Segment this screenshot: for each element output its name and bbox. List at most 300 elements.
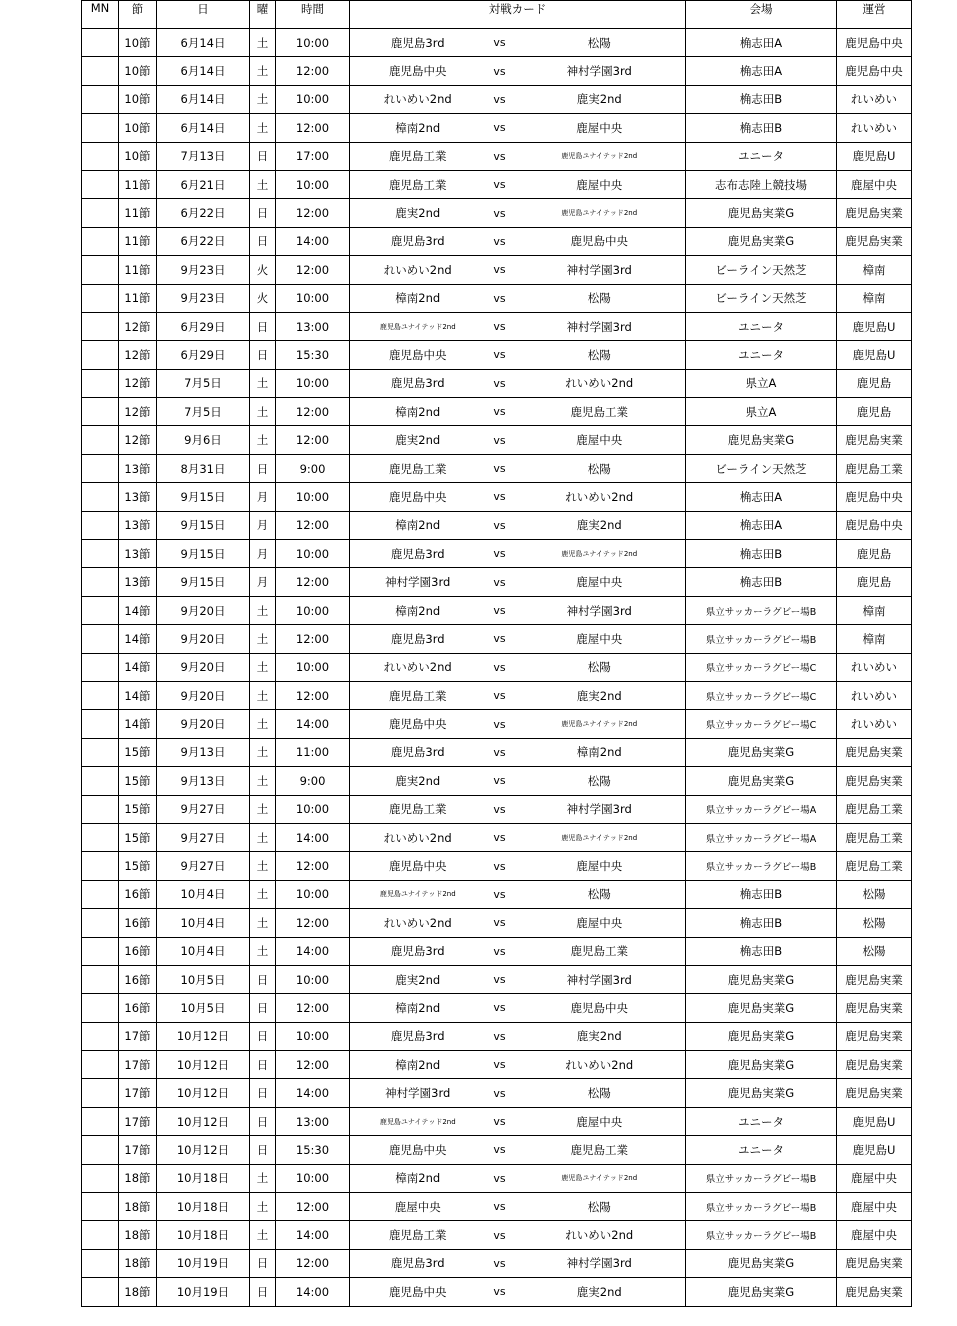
cell-venue: ユニータ [686, 1136, 837, 1164]
cell-date: 9月23日 [157, 284, 250, 312]
cell-mn [82, 312, 119, 340]
cell-vs: vs [486, 312, 514, 340]
cell-operator: れいめい [837, 85, 912, 113]
cell-round: 14節 [119, 625, 157, 653]
cell-away-team: 鹿児島ユナイテッド2nd [514, 710, 686, 738]
cell-away-team: 松陽 [514, 454, 686, 482]
cell-home-team: 鹿児島ユナイテッド2nd [350, 312, 486, 340]
table-row [82, 454, 912, 482]
cell-operator: 鹿児島 [837, 369, 912, 397]
cell-away-team: 鹿児島工業 [514, 398, 686, 426]
cell-vs: vs [486, 738, 514, 766]
cell-round: 15節 [119, 823, 157, 851]
cell-operator: れいめい [837, 114, 912, 142]
table-row [82, 341, 912, 369]
cell-home-team: 鹿児島3rd [350, 1022, 486, 1050]
cell-round: 16節 [119, 937, 157, 965]
cell-away-team: 鹿屋中央 [514, 114, 686, 142]
cell-venue: 鹿児島実業G [686, 1051, 837, 1079]
header-weekday: 曜 [250, 1, 276, 29]
cell-mn [82, 994, 119, 1022]
cell-away-team: 鹿実2nd [514, 681, 686, 709]
cell-weekday: 日 [250, 1022, 276, 1050]
cell-away-team: 松陽 [514, 653, 686, 681]
cell-date: 10月18日 [157, 1193, 250, 1221]
cell-vs: vs [486, 426, 514, 454]
cell-operator: 鹿児島工業 [837, 454, 912, 482]
cell-weekday: 火 [250, 284, 276, 312]
cell-away-team: 鹿児島工業 [514, 937, 686, 965]
cell-venue: 桷志田A [686, 29, 837, 57]
cell-operator: 鹿児島工業 [837, 852, 912, 880]
cell-mn [82, 398, 119, 426]
cell-round: 11節 [119, 170, 157, 198]
cell-mn [82, 625, 119, 653]
cell-venue: 県立サッカーラグビー場B [686, 1193, 837, 1221]
cell-mn [82, 57, 119, 85]
cell-away-team: 神村学園3rd [514, 256, 686, 284]
cell-vs: vs [486, 199, 514, 227]
cell-time: 14:00 [276, 1221, 350, 1249]
cell-date: 6月14日 [157, 85, 250, 113]
cell-vs: vs [486, 57, 514, 85]
cell-venue: 県立サッカーラグビー場C [686, 653, 837, 681]
cell-round: 17節 [119, 1136, 157, 1164]
cell-mn [82, 909, 119, 937]
table-row [82, 880, 912, 908]
cell-venue: 鹿児島実業G [686, 767, 837, 795]
cell-away-team: れいめい2nd [514, 1051, 686, 1079]
cell-venue: 桷志田A [686, 57, 837, 85]
cell-weekday: 土 [250, 852, 276, 880]
cell-away-team: 鹿屋中央 [514, 625, 686, 653]
cell-vs: vs [486, 85, 514, 113]
cell-round: 17節 [119, 1107, 157, 1135]
table-row [82, 653, 912, 681]
cell-home-team: 樟南2nd [350, 511, 486, 539]
cell-time: 11:00 [276, 738, 350, 766]
cell-date: 6月22日 [157, 199, 250, 227]
cell-date: 9月15日 [157, 511, 250, 539]
cell-mn [82, 965, 119, 993]
cell-operator: 鹿児島U [837, 341, 912, 369]
table-row [82, 1022, 912, 1050]
cell-time: 10:00 [276, 965, 350, 993]
cell-venue: 県立サッカーラグビー場B [686, 625, 837, 653]
cell-home-team: 鹿児島工業 [350, 170, 486, 198]
table-row [82, 57, 912, 85]
table-row [82, 681, 912, 709]
cell-time: 17:00 [276, 142, 350, 170]
cell-date: 6月14日 [157, 114, 250, 142]
cell-round: 15節 [119, 852, 157, 880]
cell-vs: vs [486, 29, 514, 57]
table-row [82, 1079, 912, 1107]
cell-mn [82, 1221, 119, 1249]
cell-venue: 桷志田B [686, 540, 837, 568]
cell-venue: 鹿児島実業G [686, 994, 837, 1022]
cell-round: 10節 [119, 142, 157, 170]
cell-round: 13節 [119, 511, 157, 539]
cell-home-team: 鹿児島中央 [350, 483, 486, 511]
cell-mn [82, 1136, 119, 1164]
table-row [82, 1193, 912, 1221]
cell-venue: ユニータ [686, 142, 837, 170]
cell-time: 12:00 [276, 199, 350, 227]
cell-home-team: 鹿児島3rd [350, 29, 486, 57]
cell-operator: 鹿屋中央 [837, 170, 912, 198]
table-row [82, 483, 912, 511]
cell-vs: vs [486, 284, 514, 312]
cell-mn [82, 85, 119, 113]
cell-time: 14:00 [276, 227, 350, 255]
header-venue: 会場 [686, 1, 837, 29]
cell-mn [82, 170, 119, 198]
cell-venue: 鹿児島実業G [686, 199, 837, 227]
cell-venue: 桷志田B [686, 880, 837, 908]
cell-operator: 鹿児島 [837, 568, 912, 596]
cell-away-team: 松陽 [514, 1079, 686, 1107]
table-row [82, 994, 912, 1022]
cell-time: 12:00 [276, 114, 350, 142]
cell-home-team: 鹿児島工業 [350, 142, 486, 170]
table-row [82, 29, 912, 57]
cell-round: 14節 [119, 596, 157, 624]
cell-mn [82, 937, 119, 965]
cell-home-team: 鹿児島3rd [350, 369, 486, 397]
cell-date: 10月19日 [157, 1278, 250, 1306]
cell-home-team: 鹿実2nd [350, 426, 486, 454]
table-row [82, 852, 912, 880]
cell-away-team: 鹿実2nd [514, 85, 686, 113]
table-row [82, 142, 912, 170]
cell-away-team: 神村学園3rd [514, 596, 686, 624]
cell-vs: vs [486, 114, 514, 142]
cell-mn [82, 767, 119, 795]
cell-weekday: 日 [250, 1249, 276, 1277]
cell-home-team: 樟南2nd [350, 1051, 486, 1079]
cell-vs: vs [486, 653, 514, 681]
cell-vs: vs [486, 256, 514, 284]
cell-operator: 鹿児島中央 [837, 29, 912, 57]
cell-operator: れいめい [837, 653, 912, 681]
cell-home-team: 樟南2nd [350, 114, 486, 142]
cell-weekday: 土 [250, 681, 276, 709]
cell-vs: vs [486, 568, 514, 596]
cell-home-team: 鹿児島中央 [350, 57, 486, 85]
cell-home-team: 鹿児島3rd [350, 1249, 486, 1277]
cell-operator: 鹿児島実業 [837, 738, 912, 766]
cell-weekday: 土 [250, 909, 276, 937]
table-row [82, 1278, 912, 1306]
cell-venue: 県立サッカーラグビー場A [686, 823, 837, 851]
cell-time: 13:00 [276, 1107, 350, 1135]
header-mn: MN [82, 1, 119, 29]
cell-round: 18節 [119, 1278, 157, 1306]
table-row [82, 170, 912, 198]
cell-mn [82, 568, 119, 596]
table-row [82, 625, 912, 653]
cell-away-team: 神村学園3rd [514, 795, 686, 823]
cell-venue: 桷志田A [686, 511, 837, 539]
table-row [82, 1107, 912, 1135]
cell-weekday: 土 [250, 398, 276, 426]
cell-mn [82, 880, 119, 908]
table-row [82, 398, 912, 426]
cell-round: 11節 [119, 284, 157, 312]
cell-operator: 鹿屋中央 [837, 1164, 912, 1192]
cell-mn [82, 114, 119, 142]
cell-mn [82, 483, 119, 511]
cell-mn [82, 795, 119, 823]
cell-away-team: 鹿屋中央 [514, 426, 686, 454]
cell-operator: 鹿児島実業 [837, 1249, 912, 1277]
cell-away-team: れいめい2nd [514, 369, 686, 397]
cell-time: 10:00 [276, 170, 350, 198]
cell-time: 15:30 [276, 341, 350, 369]
cell-away-team: 鹿屋中央 [514, 170, 686, 198]
cell-vs: vs [486, 909, 514, 937]
cell-home-team: 樟南2nd [350, 994, 486, 1022]
cell-time: 14:00 [276, 1079, 350, 1107]
cell-operator: 鹿児島実業 [837, 227, 912, 255]
cell-round: 14節 [119, 681, 157, 709]
cell-vs: vs [486, 1164, 514, 1192]
cell-home-team: 鹿実2nd [350, 199, 486, 227]
cell-date: 6月14日 [157, 57, 250, 85]
cell-time: 9:00 [276, 454, 350, 482]
cell-venue: 鹿児島実業G [686, 965, 837, 993]
table-row [82, 1051, 912, 1079]
cell-weekday: 土 [250, 596, 276, 624]
cell-weekday: 月 [250, 568, 276, 596]
cell-weekday: 月 [250, 483, 276, 511]
cell-operator: 鹿児島U [837, 1107, 912, 1135]
cell-vs: vs [486, 142, 514, 170]
cell-weekday: 土 [250, 795, 276, 823]
cell-time: 12:00 [276, 1051, 350, 1079]
cell-date: 9月20日 [157, 625, 250, 653]
cell-venue: 桷志田B [686, 114, 837, 142]
cell-round: 12節 [119, 341, 157, 369]
cell-venue: 桷志田B [686, 937, 837, 965]
cell-mn [82, 341, 119, 369]
cell-date: 9月27日 [157, 852, 250, 880]
cell-home-team: 鹿児島工業 [350, 454, 486, 482]
cell-venue: 県立サッカーラグビー場B [686, 1221, 837, 1249]
table-row [82, 596, 912, 624]
cell-mn [82, 1164, 119, 1192]
cell-venue: 県立サッカーラグビー場B [686, 596, 837, 624]
cell-away-team: 鹿実2nd [514, 1278, 686, 1306]
cell-time: 10:00 [276, 1164, 350, 1192]
cell-venue: 志布志陸上競技場 [686, 170, 837, 198]
cell-date: 9月13日 [157, 767, 250, 795]
cell-time: 14:00 [276, 823, 350, 851]
cell-time: 10:00 [276, 596, 350, 624]
cell-date: 10月4日 [157, 937, 250, 965]
cell-away-team: 鹿屋中央 [514, 1107, 686, 1135]
cell-date: 10月18日 [157, 1164, 250, 1192]
cell-round: 18節 [119, 1193, 157, 1221]
cell-date: 7月13日 [157, 142, 250, 170]
table-row [82, 540, 912, 568]
cell-date: 9月20日 [157, 596, 250, 624]
cell-home-team: 鹿児島中央 [350, 1136, 486, 1164]
cell-home-team: 鹿実2nd [350, 767, 486, 795]
cell-venue: 県立サッカーラグビー場B [686, 852, 837, 880]
cell-mn [82, 1051, 119, 1079]
table-row [82, 1221, 912, 1249]
cell-venue: ユニータ [686, 1107, 837, 1135]
cell-away-team: 鹿屋中央 [514, 852, 686, 880]
cell-weekday: 日 [250, 454, 276, 482]
cell-date: 6月29日 [157, 312, 250, 340]
cell-away-team: 神村学園3rd [514, 312, 686, 340]
cell-time: 14:00 [276, 937, 350, 965]
cell-time: 10:00 [276, 653, 350, 681]
cell-operator: 鹿児島実業 [837, 199, 912, 227]
cell-operator: 鹿児島実業 [837, 1051, 912, 1079]
cell-vs: vs [486, 1278, 514, 1306]
cell-vs: vs [486, 1079, 514, 1107]
cell-time: 12:00 [276, 681, 350, 709]
table-row [82, 511, 912, 539]
cell-away-team: 松陽 [514, 1193, 686, 1221]
cell-round: 15節 [119, 795, 157, 823]
cell-home-team: 樟南2nd [350, 284, 486, 312]
cell-round: 14節 [119, 710, 157, 738]
cell-weekday: 土 [250, 767, 276, 795]
cell-operator: 樟南 [837, 625, 912, 653]
cell-operator: 鹿児島実業 [837, 1079, 912, 1107]
cell-weekday: 月 [250, 540, 276, 568]
cell-date: 9月20日 [157, 710, 250, 738]
table-row [82, 256, 912, 284]
table-row [82, 568, 912, 596]
cell-date: 10月12日 [157, 1022, 250, 1050]
cell-round: 10節 [119, 85, 157, 113]
cell-mn [82, 142, 119, 170]
cell-time: 12:00 [276, 1249, 350, 1277]
cell-vs: vs [486, 1193, 514, 1221]
cell-weekday: 土 [250, 653, 276, 681]
cell-home-team: 鹿児島ユナイテッド2nd [350, 1107, 486, 1135]
cell-home-team: 鹿児島3rd [350, 227, 486, 255]
header-row [82, 1, 912, 29]
cell-time: 10:00 [276, 369, 350, 397]
cell-operator: れいめい [837, 710, 912, 738]
cell-mn [82, 540, 119, 568]
cell-venue: 県立A [686, 369, 837, 397]
cell-date: 10月5日 [157, 994, 250, 1022]
cell-vs: vs [486, 1136, 514, 1164]
cell-vs: vs [486, 767, 514, 795]
cell-operator: 鹿児島実業 [837, 1022, 912, 1050]
cell-home-team: れいめい2nd [350, 85, 486, 113]
cell-vs: vs [486, 369, 514, 397]
cell-away-team: 神村学園3rd [514, 965, 686, 993]
cell-home-team: 鹿児島中央 [350, 852, 486, 880]
cell-away-team: 松陽 [514, 29, 686, 57]
cell-venue: 桷志田B [686, 909, 837, 937]
cell-venue: 県立サッカーラグビー場C [686, 681, 837, 709]
cell-operator: 鹿児島 [837, 398, 912, 426]
cell-vs: vs [486, 341, 514, 369]
cell-vs: vs [486, 625, 514, 653]
cell-round: 12節 [119, 369, 157, 397]
cell-home-team: れいめい2nd [350, 653, 486, 681]
cell-weekday: 日 [250, 341, 276, 369]
cell-round: 10節 [119, 114, 157, 142]
cell-mn [82, 227, 119, 255]
cell-vs: vs [486, 511, 514, 539]
cell-time: 12:00 [276, 852, 350, 880]
cell-operator: 鹿児島中央 [837, 57, 912, 85]
cell-weekday: 日 [250, 1278, 276, 1306]
cell-home-team: れいめい2nd [350, 256, 486, 284]
cell-round: 16節 [119, 965, 157, 993]
table-row [82, 710, 912, 738]
cell-time: 9:00 [276, 767, 350, 795]
cell-round: 11節 [119, 256, 157, 284]
cell-mn [82, 1022, 119, 1050]
cell-mn [82, 681, 119, 709]
cell-time: 10:00 [276, 795, 350, 823]
cell-mn [82, 738, 119, 766]
cell-date: 6月21日 [157, 170, 250, 198]
cell-operator: 鹿児島 [837, 540, 912, 568]
cell-home-team: 鹿児島工業 [350, 795, 486, 823]
cell-time: 12:00 [276, 625, 350, 653]
cell-mn [82, 710, 119, 738]
cell-mn [82, 823, 119, 851]
header-time: 時間 [276, 1, 350, 29]
cell-venue: 鹿児島実業G [686, 1249, 837, 1277]
cell-weekday: 日 [250, 1051, 276, 1079]
cell-time: 12:00 [276, 426, 350, 454]
cell-operator: 鹿児島実業 [837, 767, 912, 795]
cell-mn [82, 596, 119, 624]
cell-weekday: 土 [250, 1193, 276, 1221]
cell-vs: vs [486, 710, 514, 738]
cell-weekday: 日 [250, 1079, 276, 1107]
cell-venue: 桷志田A [686, 483, 837, 511]
table-row [82, 284, 912, 312]
cell-time: 12:00 [276, 256, 350, 284]
cell-time: 15:30 [276, 1136, 350, 1164]
cell-date: 9月6日 [157, 426, 250, 454]
cell-venue: 鹿児島実業G [686, 426, 837, 454]
cell-mn [82, 852, 119, 880]
cell-round: 17節 [119, 1079, 157, 1107]
cell-mn [82, 1079, 119, 1107]
cell-date: 10月12日 [157, 1136, 250, 1164]
cell-round: 10節 [119, 29, 157, 57]
cell-time: 10:00 [276, 540, 350, 568]
cell-mn [82, 454, 119, 482]
cell-time: 10:00 [276, 284, 350, 312]
cell-time: 14:00 [276, 710, 350, 738]
cell-weekday: 土 [250, 1221, 276, 1249]
cell-away-team: 鹿児島ユナイテッド2nd [514, 823, 686, 851]
cell-round: 13節 [119, 568, 157, 596]
cell-home-team: 鹿児島3rd [350, 540, 486, 568]
header-matchup: 対戦カード [350, 1, 686, 29]
cell-weekday: 月 [250, 511, 276, 539]
cell-date: 9月15日 [157, 540, 250, 568]
cell-vs: vs [486, 1221, 514, 1249]
